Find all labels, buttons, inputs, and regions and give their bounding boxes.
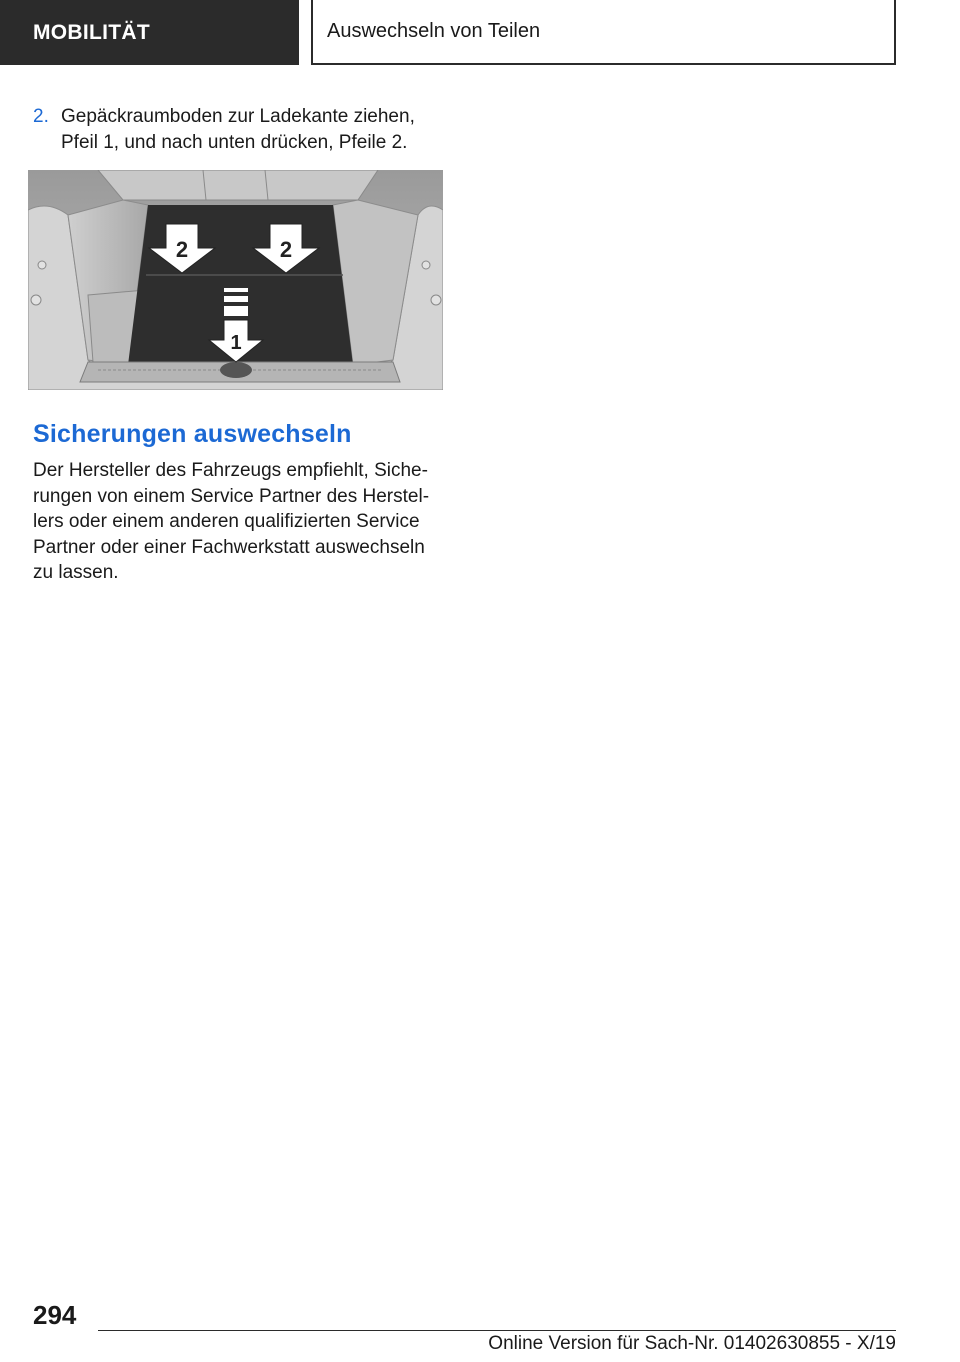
rivet (38, 261, 46, 269)
seat-back (98, 170, 378, 200)
rivet (431, 295, 441, 305)
section-title: Sicherungen auswechseln (33, 420, 352, 448)
rivet (422, 261, 430, 269)
arrow-label: 2 (279, 237, 293, 262)
header-section-tab: MOBILITÄT (0, 0, 299, 65)
arrow-label: 1 (230, 332, 242, 354)
page-number: 294 (33, 1300, 77, 1330)
instruction-step (33, 104, 433, 156)
footer-text: Online Version für Sach-Nr. 01402630855 - X/19 (488, 1333, 896, 1354)
floor-handle (220, 362, 252, 378)
section-paragraph: Der Hersteller des Fahrzeugs empfiehlt, Siche-rungen von einem Service Partner des Herstel-lers oder einem anderen qualifizierten Service Partner oder einer Fachwerkstatt auswechseln zu lassen. (33, 460, 430, 583)
trunk-floor-illustration (28, 170, 443, 390)
step-text: Gepäckraumboden zur Ladekante ziehen, Pfeil 1, und nach unten drücken, Pfeile 2. (61, 106, 415, 153)
rivet (31, 295, 41, 305)
header-chapter-title: Auswechseln von Teilen (311, 0, 896, 65)
step-number: 2. (33, 106, 49, 127)
footer-divider (98, 1330, 896, 1331)
trunk-floor-drawing (28, 170, 443, 390)
arrow-label: 2 (175, 237, 189, 262)
